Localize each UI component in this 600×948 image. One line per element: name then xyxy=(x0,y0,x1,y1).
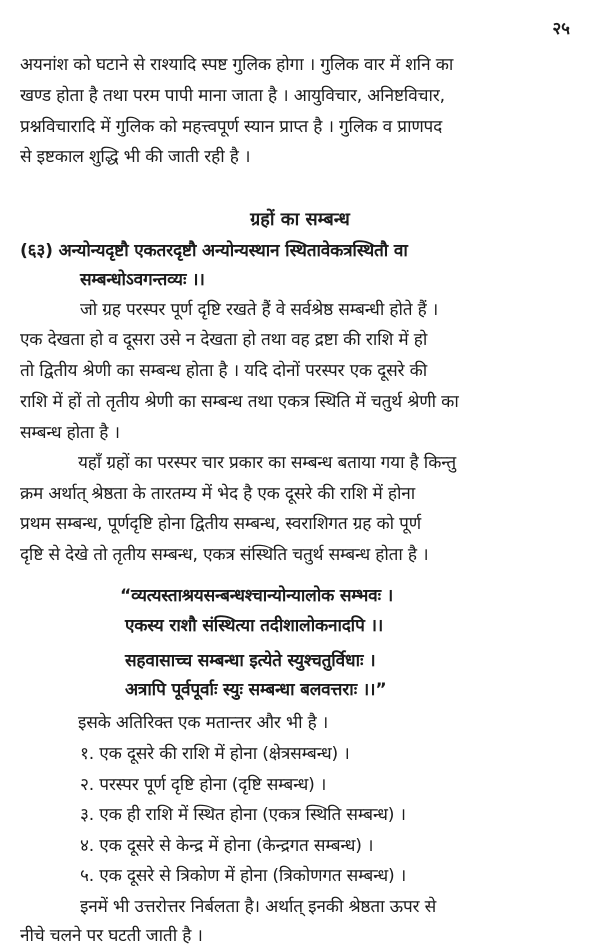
list-item: ४. एक दूसरे से केन्द्र में होना (केन्द्रगत सम्बन्ध) । xyxy=(80,836,374,856)
verse-line: “व्यत्यस्ताश्रयसन्बन्धश्चान्योन्यालोक सम्भवः । xyxy=(120,586,394,606)
text-line: नीचे चलने पर घटती जाती है । xyxy=(20,926,203,946)
sutra-text: अन्योन्यदृष्टौ एकतरदृष्टौ अन्योन्यस्थान स्थितावेकत्रस्थितौ वा xyxy=(58,241,408,261)
text-line: एक देखता हो व दूसरा उसे न देखता हो तथा वह द्रष्टा की राशि में हो xyxy=(20,330,428,350)
text-line: राशि में हों तो तृतीय श्रेणी का सम्बन्ध तथा एकत्र स्थिति में चतुर्थ श्रेणी का xyxy=(20,392,459,412)
text-line: दृष्टि से देखे तो तृतीय सम्बन्ध, एकत्र संस्थिति चतुर्थ सम्बन्ध होता है । xyxy=(20,545,429,565)
sutra-number: (६३) xyxy=(20,241,53,261)
text-line: क्रम अर्थात् श्रेष्ठता के तारतम्य में भेद है एक दूसरे की राशि में होना xyxy=(20,484,416,504)
text-line: प्रश्नविचारादि में गुलिक को महत्त्वपूर्ण स्यान प्राप्त है । गुलिक व प्राणपद xyxy=(20,117,443,137)
list-item: ३. एक ही राशि में स्थित होना (एकत्र स्थिति सम्बन्ध) । xyxy=(80,805,406,825)
verse-line: अत्रापि पूर्वपूर्वाः स्युः सम्बन्धा बलवत्तराः ।।” xyxy=(125,680,387,700)
sutra-text-continued: सम्बन्धोऽवगन्तव्यः ।। xyxy=(80,270,205,290)
text-line: से इष्टकाल शुद्धि भी की जाती रही है । xyxy=(20,147,251,167)
text-line: अयनांश को घटाने से राश्यादि स्पष्ट गुलिक होगा । गुलिक वार में शनि का xyxy=(20,55,454,75)
verse-line: सहवासाच्च सम्बन्धा इत्येते स्युश्चतुर्विधाः । xyxy=(125,651,376,671)
text-line: प्रथम सम्बन्ध, पूर्णदृष्टि होना द्वितीय सम्बन्ध, स्वराशिगत ग्रह को पूर्ण xyxy=(20,514,421,534)
text-line: सम्बन्ध होता है । xyxy=(20,423,120,443)
section-heading: ग्रहों का सम्बन्ध xyxy=(250,209,350,230)
text-line: इनमें भी उत्तरोत्तर निर्बलता है। अर्थात् इनकी श्रेष्ठता ऊपर से xyxy=(80,897,437,917)
list-intro: इसके अतिरिक्त एक मतान्तर और भी है । xyxy=(78,713,329,733)
page-number: २५ xyxy=(552,19,570,39)
text-line: यहाँ ग्रहों का परस्पर चार प्रकार का सम्बन्ध बताया गया है किन्तु xyxy=(78,453,456,473)
list-item: २. परस्पर पूर्ण दृष्टि होना (दृष्टि सम्बन्ध) । xyxy=(80,775,327,795)
list-item: ५. एक दूसरे से त्रिकोण में होना (त्रिकोणगत सम्बन्ध) । xyxy=(80,866,407,886)
text-line: जो ग्रह परस्पर पूर्ण दृष्टि रखते हैं वे सर्वश्रेष्ठ सम्बन्धी होते हैं । xyxy=(80,300,439,320)
list-item: १. एक दूसरे की राशि में होना (क्षेत्रसम्बन्ध) । xyxy=(80,744,350,764)
verse-line: एकस्य राशौ संस्थित्या तदीशालोकनादपि ।। xyxy=(125,616,384,636)
text-line: खण्ड होता है तथा परम पापी माना जाता है । आयुविचार, अनिष्टविचार, xyxy=(20,86,445,106)
text-line: तो द्वितीय श्रेणी का सम्बन्ध होता है । यदि दोनों परस्पर एक दूसरे की xyxy=(20,361,428,381)
